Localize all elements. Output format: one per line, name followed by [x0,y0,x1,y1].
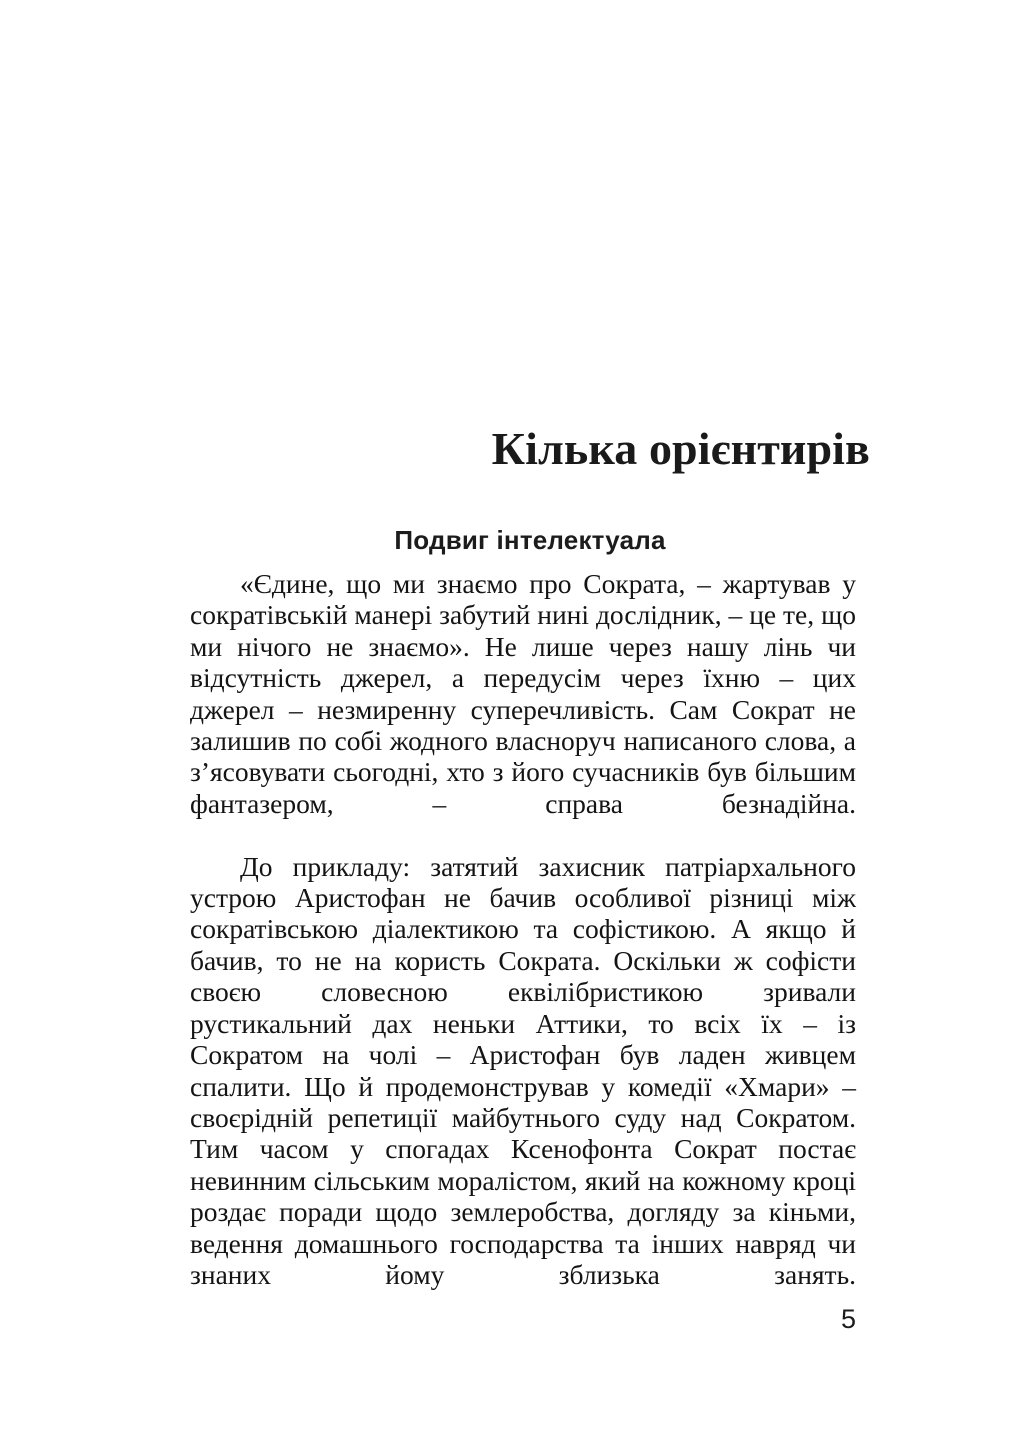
page-title: Кілька орієнтирів [491,422,870,474]
page-number: 5 [840,1304,856,1334]
section-heading: Подвиг інтелектуала [394,524,666,555]
body-text-column [190,568,856,1322]
body-paragraph: «Єдине, що ми знаємо про Сократа, – жартував у сократівській манері забутий нині дослідник, – це те, що ми нічого не знаємо». Не лише через нашу лінь чи відсутність джерел, а передусім через їхню – цих джерел – незмиренну суперечливість. Сам Сократ не залишив по собі жодного власноруч написаного слова, а з’ясовувати сьогодні, хто з його сучасників був більшим фантазером, – справа безнадійна. [190,568,856,819]
body-paragraph: До прикладу: затятий захисник патріархального устрою Аристофан не бачив особливої різниці між сократівською діалектикою та софістикою. А якщо й бачив, то не на користь Сократа. Оскільки ж софісти своєю словесною еквілібристикою зривали рустикальний дах неньки Аттики, то всіх їх – із Сократом на чолі – Аристофан був ладен живцем спалити. Що й продемонстрував у комедії «Хмари» – своєрідній репетиції майбутнього суду над Сократом. Тим часом у спогадах Ксенофонта Сократ постає невинним сільським моралістом, який на кожному кроці роздає поради щодо землеробства, догляду за кіньми, ведення домашнього господарства та інших навряд чи знаних йому зблизька занять. [190,850,856,1290]
